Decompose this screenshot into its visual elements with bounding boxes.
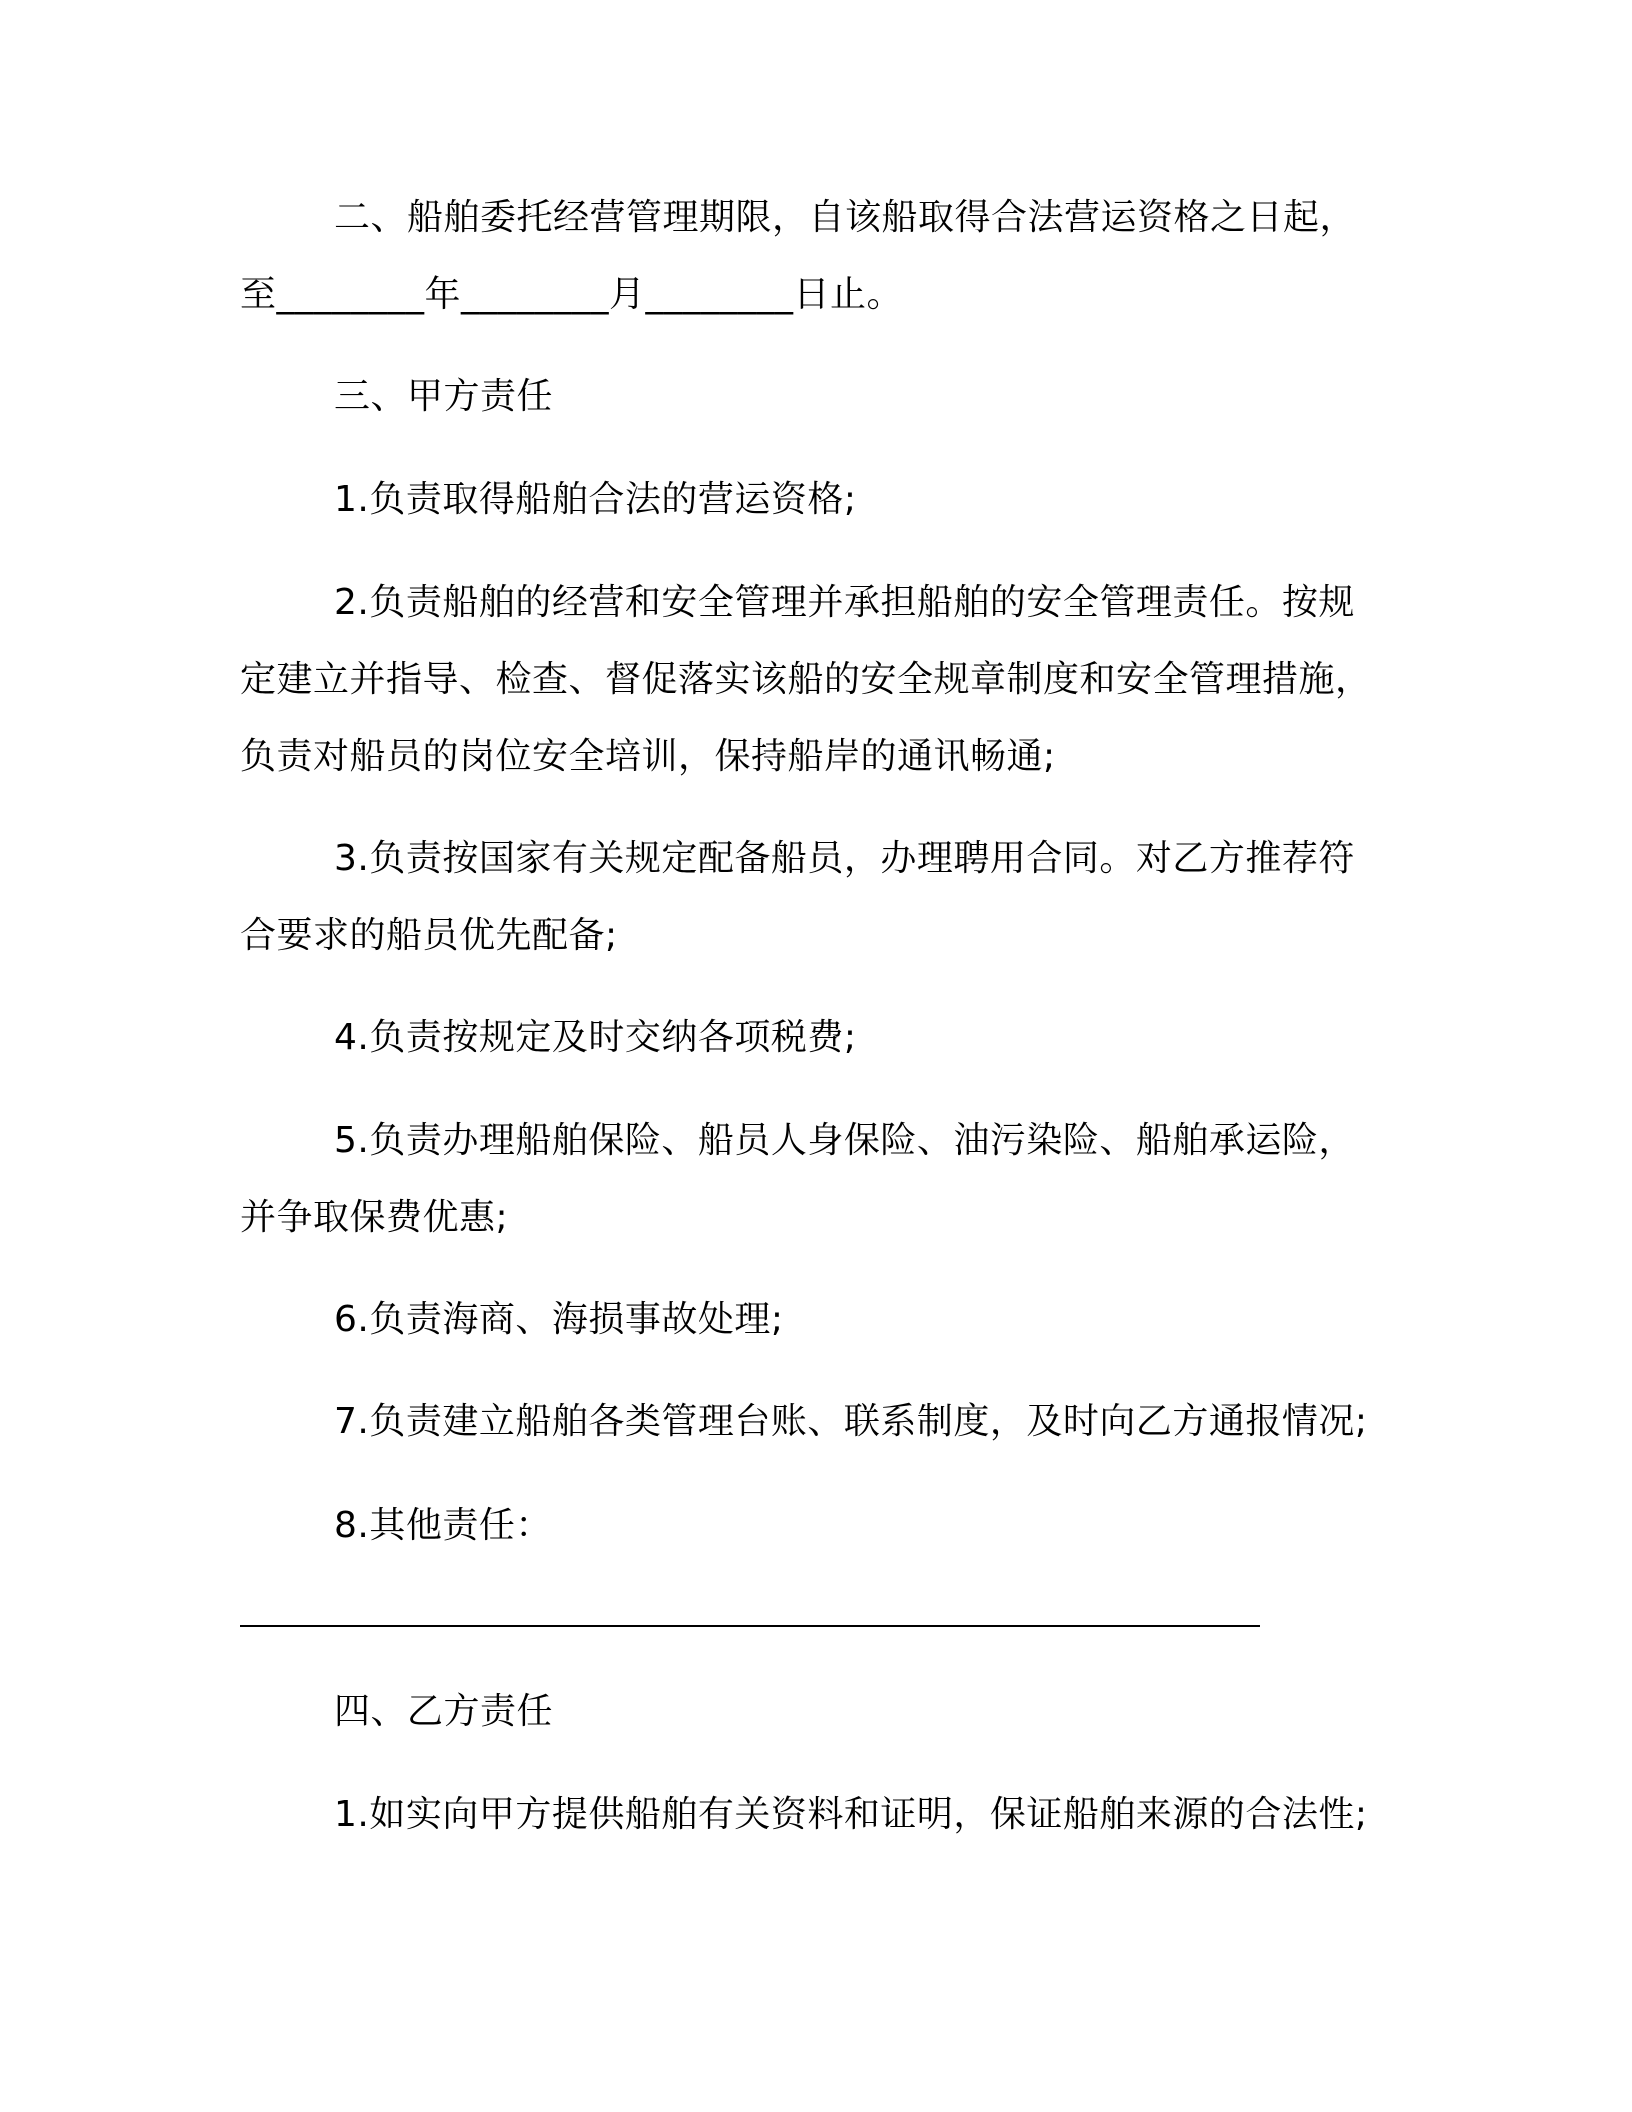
section-heading-party-a: 三、甲方责任 [334,376,554,417]
party-a-item-4: 4.负责按规定及时交纳各项税费; [334,1017,857,1058]
party-a-item-5-line-1: 5.负责办理船舶保险、船员人身保险、油污染险、船舶承运险， [334,1120,1355,1161]
clause-2-line-1: 二、船舶委托经营管理期限，自该船取得合法营运资格之日起， [334,197,1357,238]
party-a-item-2-line-3: 负责对船员的岗位安全培训，保持船岸的通讯畅通; [240,736,1056,777]
section-heading-party-b: 四、乙方责任 [334,1691,554,1732]
party-a-item-3-line-1: 3.负责按国家有关规定配备船员，办理聘用合同。对乙方推荐符 [334,838,1355,879]
clause-2-line-2: 至________年________月________日止。 [240,274,904,315]
party-b-item-1: 1.如实向甲方提供船舶有关资料和证明，保证船舶来源的合法性; [334,1794,1368,1835]
party-a-item-3-line-2: 合要求的船员优先配备; [240,915,618,956]
party-a-item-2-line-1: 2.负责船舶的经营和安全管理并承担船舶的安全管理责任。按规 [334,582,1355,623]
party-a-item-5-line-2: 并争取保费优惠; [240,1197,509,1238]
fill-in-blank-rule [240,1625,1260,1627]
party-a-item-7: 7.负责建立船舶各类管理台账、联系制度，及时向乙方通报情况; [334,1401,1368,1442]
party-a-item-8: 8.其他责任： [334,1505,552,1546]
party-a-item-1: 1.负责取得船舶合法的营运资格; [334,479,857,520]
party-a-item-6: 6.负责海商、海损事故处理; [334,1299,784,1340]
party-a-item-2-line-2: 定建立并指导、检查、督促落实该船的安全规章制度和安全管理措施， [240,659,1372,700]
